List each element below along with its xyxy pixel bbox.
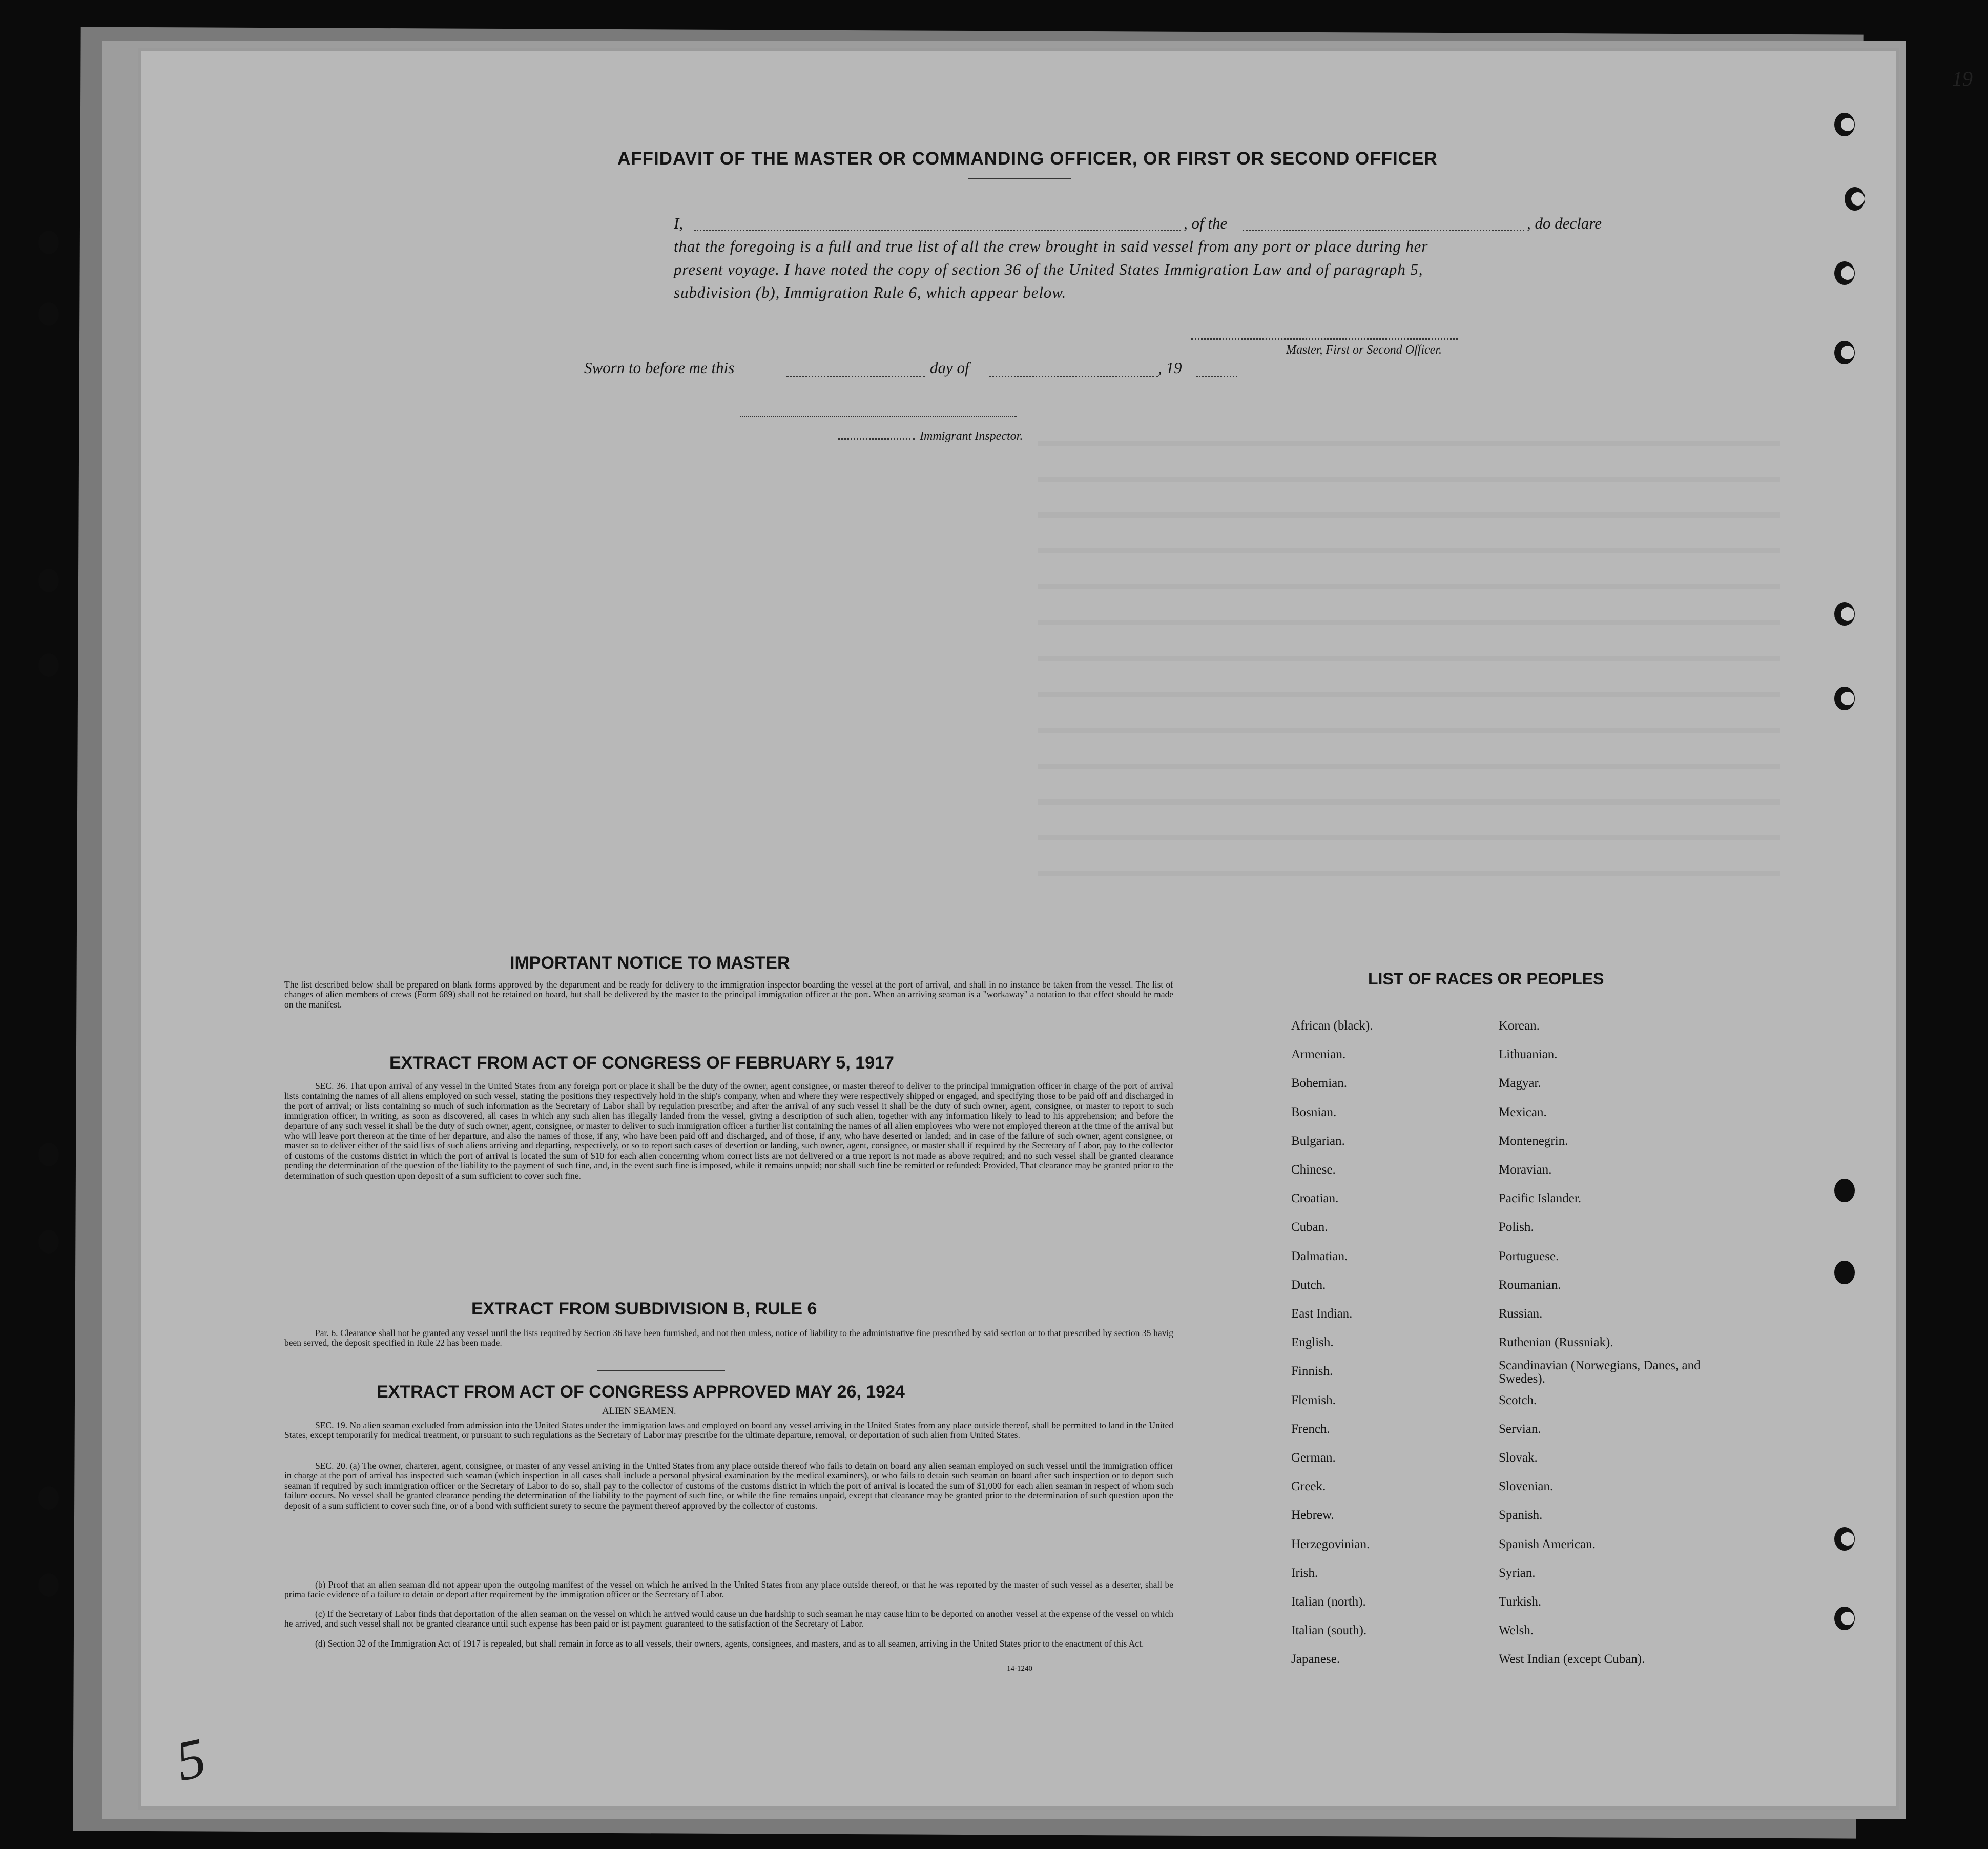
bleed-through [1038, 764, 1780, 769]
race-item: Syrian. [1499, 1566, 1536, 1580]
declaration-line-2: that the foregoing is a full and true list of all the crew brought in said vessel from any port or place during her [674, 237, 1428, 255]
sworn-text: Sworn to before me this [584, 359, 735, 377]
extract-rule6-title: EXTRACT FROM SUBDIVISION B, RULE 6 [471, 1299, 817, 1319]
inspector-signature-line[interactable] [740, 416, 1017, 417]
race-item: French. [1291, 1422, 1330, 1436]
race-item: Irish. [1291, 1566, 1318, 1580]
sworn-day-blank[interactable] [786, 376, 925, 377]
sworn-year-blank[interactable] [1196, 376, 1237, 377]
race-item: Roumanian. [1499, 1278, 1561, 1292]
race-item: Hebrew. [1291, 1508, 1334, 1523]
race-item: Moravian. [1499, 1163, 1552, 1177]
race-item: Montenegrin. [1499, 1134, 1568, 1148]
race-item: Bulgarian. [1291, 1134, 1345, 1148]
notice-title: IMPORTANT NOTICE TO MASTER [510, 953, 790, 973]
race-item: Dutch. [1291, 1278, 1326, 1292]
bleed-through [1038, 441, 1780, 446]
bleed-through [1038, 728, 1780, 733]
bleed-through [1038, 477, 1780, 482]
race-item: Italian (north). [1291, 1595, 1366, 1609]
extract-1924-title: EXTRACT FROM ACT OF CONGRESS APPROVED MAY 26, 1924 [377, 1382, 905, 1402]
race-item: Herzegovinian. [1291, 1537, 1370, 1551]
race-item: African (black). [1291, 1019, 1373, 1033]
declaration-i: I, [674, 214, 684, 232]
extract-1924-sec20c: (c) If the Secretary of Labor finds that deportation of the alien seaman on the vessel on which he arrived would cause un due hardship to such seaman he may cause him to be deported on another vessel at the expense of the vessel on which he arrived, and such vessel shall not be granted clearance until such expense has been paid or ist payment guaranteed to the satisfaction of the Secretary of Labor. [284, 1609, 1173, 1629]
race-item: Croatian. [1291, 1191, 1339, 1206]
extract-1924-sec19: SEC. 19. No alien seaman excluded from admission into the United States under the immigration laws and employed on board any vessel arriving in the United States from any place outside thereof, shall be permitted to land in the United States, except temporarily for medical treatment, or pursuant to such regulations as the Secretary of Labor may prescribe for the ultimate departure, removal, or deportation of such alien from United States. [284, 1420, 1173, 1441]
races-title: LIST OF RACES OR PEOPLES [1368, 970, 1604, 988]
bleed-through [1038, 584, 1780, 589]
punch-hole [1834, 602, 1855, 626]
bleed-through [1038, 548, 1780, 553]
notice-body: The list described below shall be prepared on blank forms approved by the department and be ready for delivery to the immigration inspector boarding the vessel at the port of arrival, and shall in no instance be taken from the vessel. The list of changes of alien members of crews (Form 689) shall not be retained on board, but shall be delivered by the master to the principal immigration officer at the port. When an arriving seaman is a "workaway" a notation to that effect should be made on the manifest. [284, 979, 1173, 1010]
master-caption: Master, First or Second Officer. [1286, 343, 1442, 357]
punch-hole [1834, 687, 1855, 710]
divider [597, 1370, 725, 1371]
extract-1917-body: SEC. 36. That upon arrival of any vessel in the United States from any foreign port or place it shall be the duty of the owner, agent consignee, or master thereof to deliver to the principal immigration officer in charge of the port of arrival lists containing the names of all aliens employed on such vessel, stating the positions they respectively hold in the ship's company, when and where they were respectively shipped or engaged, and specifying those to be paid off and discharged in the port of arrival; or lists containing so much of such information as the Secretary of Labor shall by regulation prescribe; and after the arrival of any such vessel it shall be the duty of such owner, agent, consignee, or master to report to such immigration officer, in writing, as soon as discovered, all cases in which any such alien has illegally landed from the vessel, giving a description of such alien, together with any information likely to lead to his apprehension; and before the departure of any such vessel it shall be the duty of such owner, agent, consignee, or master to deliver to such immigration officer a further list containing the names of all alien employees who were not employed thereon at the time of the arrival but who will leave port thereon at the time of her departure, and also the names of those, if any, who have been paid off and discharged, and of those, if any, who have deserted or landed; and in case of the failure of such owner, agent consignee, or master so to deliver either of the said lists of such aliens arriving and departing, respectively, or so to report such cases of desertion or landing, such owner, agent, consignee, or master shall if required by the Secretary of Labor, pay to the collector of customs of the customs district in which the port of arrival is located the sum of $10 for each alien concerning whom correct lists are not delivered or a true report is not made as above required; and no such vessel shall be granted clearance pending the determination of the question of the liability to the payment of such fine, and, in the event such fine is imposed, while it remains unpaid; nor shall such fine be remitted or refunded: Provided, That clearance may be granted prior to the determination of such question upon deposit of a sum sufficient to cover such fine. [284, 1081, 1173, 1181]
race-item: Dalmatian. [1291, 1249, 1348, 1263]
race-item: Bohemian. [1291, 1076, 1348, 1091]
extract-1924-subtitle: ALIEN SEAMEN. [602, 1406, 676, 1416]
punch-hole [1834, 1179, 1855, 1202]
title-rule [968, 178, 1071, 179]
bleed-through [1038, 692, 1780, 697]
extract-rule6-body: Par. 6. Clearance shall not be granted any vessel until the lists required by Section 36 have been furnished, and not then unless, notice of liability to the administrative fine prescribed by said section or to that prescribed by section 35 havig been served, the deposit specified in Rule 22 has been made. [284, 1328, 1173, 1348]
declaration-line-4: subdivision (b), Immigration Rule 6, which appear below. [674, 283, 1067, 301]
extract-1924-sec20d: (d) Section 32 of the Immigration Act of 1917 is repealed, but shall remain in force as to all vessels, their owners, agents, consignees, and masters, and as to all seamen, arriving in the United States prior to the enactment of this Act. [315, 1638, 1144, 1649]
punch-hole [1834, 261, 1855, 285]
extract-1924-sec20b: (b) Proof that an alien seaman did not appear upon the outgoing manifest of the vessel on which he arrived in the United States from any place outside thereof, or that he was reported by the master of such vessel as a deserter, shall be prima facie evidence of a failure to detain or deport after requirement by the immigration officer or the Secretary of Labor. [284, 1579, 1173, 1600]
form-page [141, 51, 1896, 1806]
bleed-through [1038, 871, 1780, 876]
punch-hole [38, 302, 59, 326]
race-item: Russian. [1499, 1307, 1543, 1321]
do-declare-text: , do declare [1527, 214, 1602, 232]
race-item: Slovak. [1499, 1451, 1538, 1465]
bleed-through [1038, 799, 1780, 805]
race-item: Pacific Islander. [1499, 1191, 1582, 1206]
master-signature-line[interactable] [1191, 338, 1458, 340]
punch-hole [38, 1230, 59, 1254]
race-item: Cuban. [1291, 1220, 1328, 1235]
punch-hole [1834, 1527, 1855, 1551]
race-item: Ruthenian (Russniak). [1499, 1336, 1613, 1350]
punch-hole [38, 231, 59, 254]
race-item: Greek. [1291, 1480, 1326, 1494]
race-item: Spanish. [1499, 1508, 1543, 1523]
race-item: East Indian. [1291, 1307, 1353, 1321]
race-item: Scandinavian (Norwegians, Danes, and Swedes). [1499, 1359, 1701, 1386]
bleed-through [1038, 512, 1780, 518]
punch-hole [1834, 341, 1855, 364]
race-item: Slovenian. [1499, 1480, 1554, 1494]
race-item: Armenian. [1291, 1047, 1346, 1062]
inspector-leader [838, 438, 915, 440]
punch-hole [38, 1573, 59, 1597]
punch-hole [38, 653, 59, 677]
race-item: Magyar. [1499, 1076, 1541, 1091]
declaration-line-3: present voyage. I have noted the copy of section 36 of the United States Immigration Law and of paragraph 5, [674, 260, 1423, 278]
race-item: Chinese. [1291, 1163, 1336, 1177]
race-item: Scotch. [1499, 1393, 1537, 1407]
race-item: Korean. [1499, 1019, 1540, 1033]
punch-hole [1845, 187, 1865, 211]
punch-hole [1834, 113, 1855, 136]
race-item: Mexican. [1499, 1105, 1547, 1119]
race-item: Flemish. [1291, 1393, 1336, 1407]
corner-number: 19 [1952, 67, 1973, 90]
race-item: Servian. [1499, 1422, 1541, 1436]
affidavit-title: AFFIDAVIT OF THE MASTER OR COMMANDING OFFICER, OR FIRST OR SECOND OFFICER [617, 149, 1438, 169]
extract-1917-title: EXTRACT FROM ACT OF CONGRESS OF FEBRUARY 5, 1917 [389, 1053, 894, 1073]
bleed-through [1038, 620, 1780, 625]
bleed-through [1038, 656, 1780, 661]
race-item: Turkish. [1499, 1595, 1542, 1609]
race-item: Bosnian. [1291, 1105, 1337, 1119]
race-item: Finnish. [1291, 1364, 1333, 1379]
race-item: Welsh. [1499, 1624, 1534, 1638]
form-code: 14-1240 [1007, 1665, 1032, 1673]
race-item: West Indian (except Cuban). [1499, 1652, 1645, 1667]
handwritten-page-number: 5 [170, 1725, 211, 1793]
race-item: Polish. [1499, 1220, 1534, 1235]
race-item: Japanese. [1291, 1652, 1340, 1667]
race-item: Portuguese. [1499, 1249, 1559, 1263]
bleed-through [1038, 835, 1780, 840]
race-item: Lithuanian. [1499, 1047, 1558, 1062]
name-blank[interactable] [694, 230, 1181, 231]
punch-hole [1834, 1607, 1855, 1630]
punch-hole [1834, 1261, 1855, 1284]
race-item: German. [1291, 1451, 1336, 1465]
race-item: English. [1291, 1336, 1334, 1350]
extract-1924-sec20a: SEC. 20. (a) The owner, charterer, agent, consignee, or master of any vessel arriving in the United States from any place outside thereof who fails to detain on board any alien seaman employed on such vessel until the immigration officer in charge at the port of arrival has inspected such seaman (which inspection in all cases shall include a personal physical examination by the medical examiners), or who fails to detain such seaman on board after such inspection or to deport such seaman if required by such immigration officer or the Secretary of Labor to do so, shall pay to the collector of customs of the customs district in which the port of arrival is located the sum of $1,000 for each alien seaman in respect of whom such failure occurs. No vessel shall be granted clearance pending the determination of the liability to the payment of such fine, or while the fine remains unpaid, except that clearance may be granted prior to the determination of such question upon the deposit of a sum sufficient to cover such fine, or of a bond with sufficient surety to secure the payment thereof approved by the collector of customs. [284, 1461, 1173, 1511]
race-item: Spanish American. [1499, 1537, 1596, 1551]
vessel-blank[interactable] [1242, 230, 1524, 231]
punch-hole [38, 1486, 59, 1510]
sworn-month-blank[interactable] [989, 376, 1158, 377]
inspector-caption: Immigrant Inspector. [920, 429, 1023, 443]
race-item: Italian (south). [1291, 1624, 1367, 1638]
of-the-text: , of the [1184, 214, 1228, 232]
day-of-text: day of [930, 359, 969, 377]
punch-hole [38, 569, 59, 592]
year-prefix: , 19 [1158, 359, 1182, 377]
punch-hole [38, 1143, 59, 1166]
